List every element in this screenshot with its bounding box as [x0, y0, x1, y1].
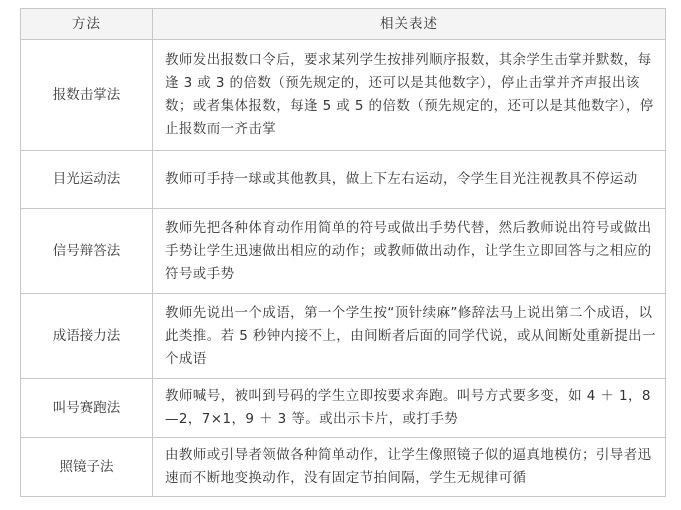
method-cell: 报数击掌法 — [21, 40, 153, 151]
table-row — [21, 209, 666, 294]
header-method: 方法 — [21, 9, 153, 40]
table-row — [21, 151, 666, 209]
header-description: 相关表述 — [153, 9, 666, 40]
table-row — [21, 294, 666, 379]
description-cell: 教师喊号，被叫到号码的学生立即按要求奔跑。叫号方式要多变，如 4 ＋ 1，8—2，7×1，9 ＋ 3 等。或出示卡片，或打手势 — [153, 379, 666, 438]
table-body — [21, 40, 666, 497]
table-header — [21, 9, 666, 40]
method-cell: 目光运动法 — [21, 151, 153, 209]
method-cell: 信号辩答法 — [21, 209, 153, 294]
description-cell: 教师发出报数口令后，要求某列学生按排列顺序报数，其余学生击掌并默数，每逢 3 或 3 的倍数（预先规定的，还可以是其他数字），停止击掌并齐声报出该数；或者集体报数，每逢 5 或 5 的倍数（预先规定的，还可以是其他数字），停止报数而一齐击掌 — [153, 40, 666, 151]
table-row — [21, 438, 666, 497]
header-row — [21, 9, 666, 40]
table-row — [21, 40, 666, 151]
description-cell: 教师先把各种体育动作用简单的符号或做出手势代替，然后教师说出符号或做出手势让学生迅速做出相应的动作；或教师做出动作，让学生立即回答与之相应的符号或手势 — [153, 209, 666, 294]
description-cell: 由教师或引导者领做各种简单动作，让学生像照镜子似的逼真地模仿；引导者迅速而不断地变换动作，没有固定节拍间隔，学生无规律可循 — [153, 438, 666, 497]
description-cell: 教师先说出一个成语，第一个学生按“顶针续麻”修辞法马上说出第二个成语，以此类推。若 5 秒钟内接不上，由间断者后面的同学代说，或从间断处重新提出一个成语 — [153, 294, 666, 379]
method-cell: 叫号赛跑法 — [21, 379, 153, 438]
description-cell: 教师可手持一球或其他教具，做上下左右运动，令学生目光注视教具不停运动 — [153, 151, 666, 209]
methods-table — [20, 8, 666, 497]
method-cell: 照镜子法 — [21, 438, 153, 497]
method-cell: 成语接力法 — [21, 294, 153, 379]
table-row — [21, 379, 666, 438]
